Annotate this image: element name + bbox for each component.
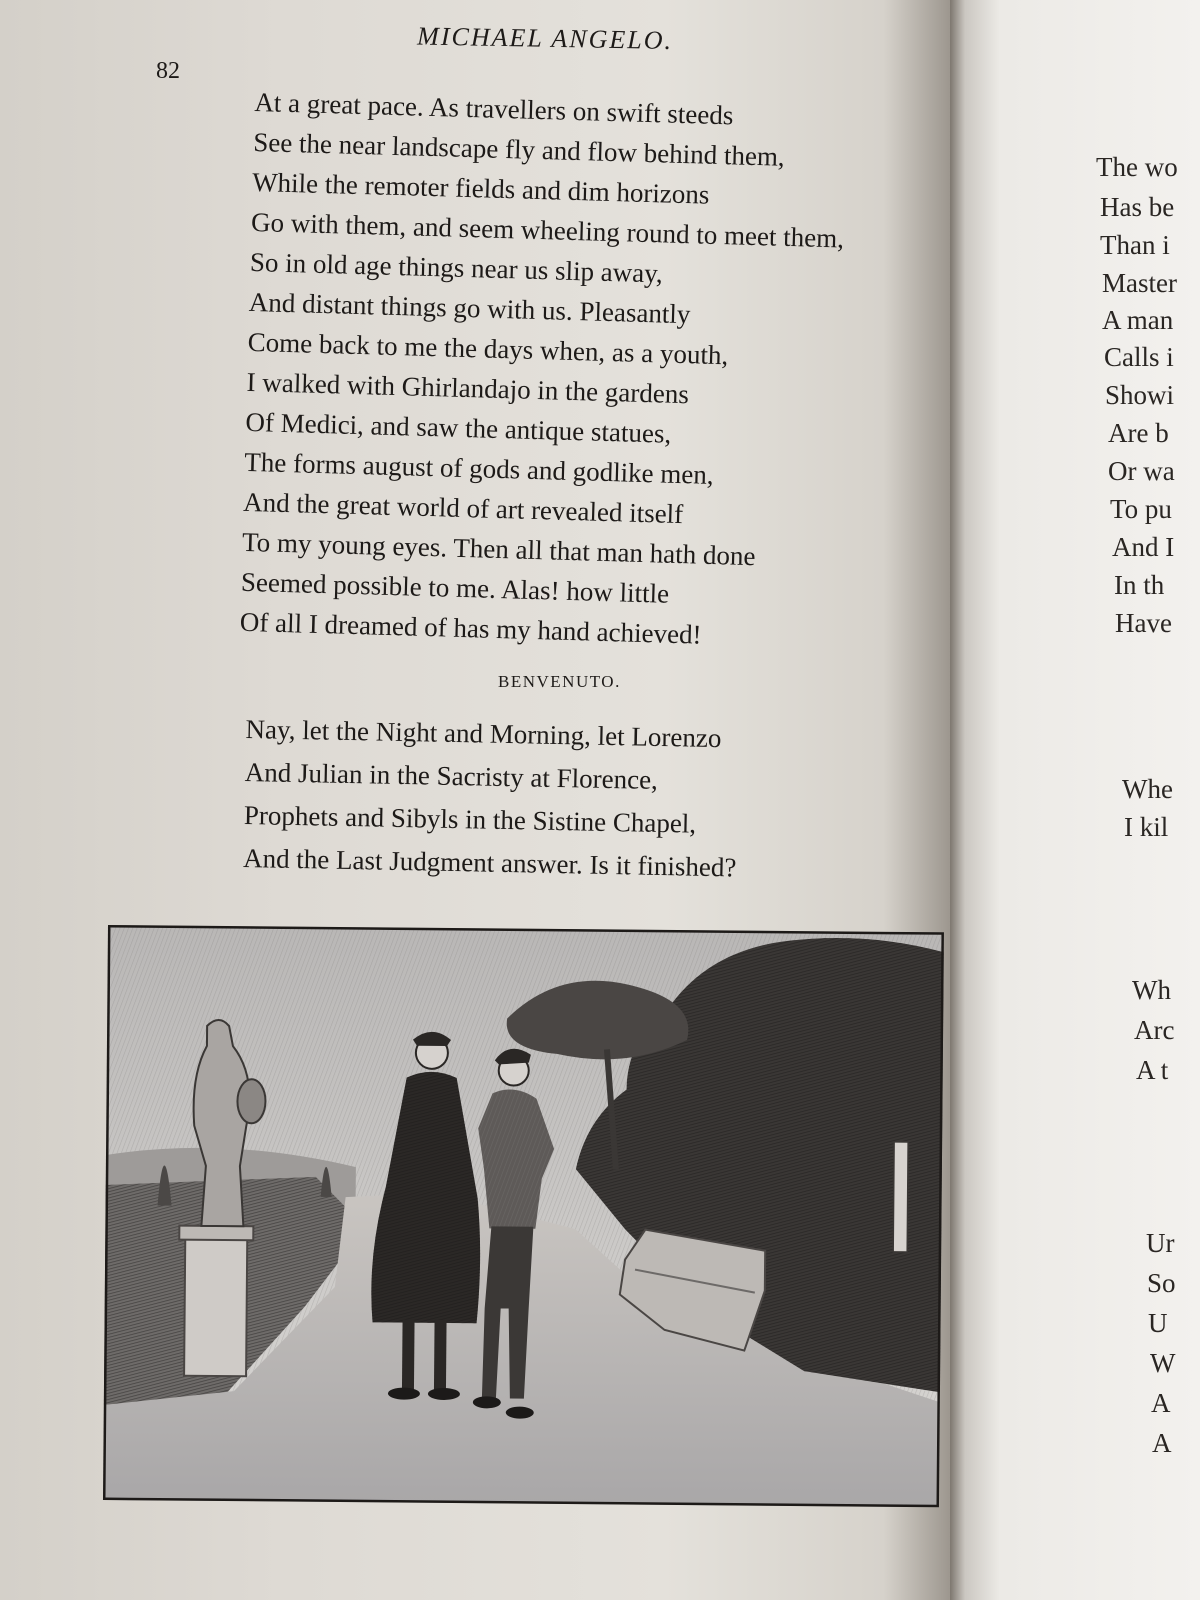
right-line-fragment: The wo xyxy=(1096,152,1178,182)
verse-line: I walked with Ghirlandajo in the gardens xyxy=(246,366,690,410)
verse-line: See the near landscape fly and flow behind them, xyxy=(252,126,786,172)
right-line-fragment: Are b xyxy=(1108,418,1169,448)
statue-pedestal xyxy=(184,1236,247,1377)
speaker-name: BENVENUTO. xyxy=(498,672,621,691)
verse-line: And distant things go with us. Pleasantly xyxy=(248,286,691,330)
verse-line: While the remoter fields and dim horizons xyxy=(251,166,710,210)
right-line-fragment: Arc xyxy=(1134,1015,1175,1045)
verse-line: Of all I dreamed of has my hand achieved! xyxy=(239,606,702,650)
right-line-fragment: Or wa xyxy=(1108,456,1175,486)
right-line-fragment: Wh xyxy=(1132,975,1171,1005)
verse-line: Go with them, and seem wheeling round to meet them, xyxy=(250,206,845,254)
verse-stanza-2 xyxy=(243,708,966,894)
right-line-fragment: Calls i xyxy=(1104,342,1174,372)
right-line-fragment: Ur xyxy=(1146,1228,1175,1258)
page-number: 82 xyxy=(156,58,180,84)
right-line-fragment: And I xyxy=(1112,532,1175,562)
running-head: MICHAEL ANGELO. xyxy=(416,21,674,55)
verse-stanza-1 xyxy=(239,82,974,662)
right-line-fragment: Than i xyxy=(1100,230,1170,260)
right-line-fragment: Has be xyxy=(1100,192,1175,222)
verse-line: Of Medici, and saw the antique statues, xyxy=(245,406,672,449)
right-line-fragment: W xyxy=(1150,1348,1176,1378)
right-line-fragment: In th xyxy=(1114,570,1165,600)
right-line-fragment: Master xyxy=(1102,268,1177,298)
right-page-text xyxy=(950,0,1200,1600)
right-line-fragment: To pu xyxy=(1110,494,1172,524)
right-line-fragment: A man xyxy=(1102,305,1174,335)
verse-line: And Julian in the Sacristy at Florence, xyxy=(244,756,659,795)
verse-line: So in old age things near us slip away, xyxy=(249,246,664,289)
right-line-fragment: A t xyxy=(1136,1055,1169,1085)
right-line-fragment: Showi xyxy=(1105,380,1175,410)
verse-line: Seemed possible to me. Alas! how little xyxy=(240,566,670,609)
verse-line: The forms august of gods and godlike men, xyxy=(243,446,715,490)
verse-line: Prophets and Sibyls in the Sistine Chapel, xyxy=(243,799,697,839)
verse-line: To my young eyes. Then all that man hath done xyxy=(241,526,756,572)
right-line-fragment: I kil xyxy=(1124,812,1169,842)
right-line-fragment: A xyxy=(1152,1428,1172,1458)
verse-line: Come back to me the days when, as a youth, xyxy=(247,326,729,371)
right-line-fragment: Have xyxy=(1115,608,1172,638)
right-line-fragment: U xyxy=(1148,1308,1168,1338)
verse-line: Nay, let the Night and Morning, let Lorenzo xyxy=(245,713,722,754)
verse-line: And the Last Judgment answer. Is it finished? xyxy=(242,842,737,883)
verse-line: At a great pace. As travellers on swift steeds xyxy=(254,86,734,131)
right-line-fragment: A xyxy=(1151,1388,1171,1418)
right-line-fragment: So xyxy=(1147,1268,1176,1298)
verse-line: And the great world of art revealed itself xyxy=(242,486,684,530)
right-page xyxy=(950,0,1200,1600)
engraving-illustration xyxy=(103,925,944,1507)
small-statue xyxy=(893,1142,908,1252)
right-line-fragment: Whe xyxy=(1122,774,1173,804)
